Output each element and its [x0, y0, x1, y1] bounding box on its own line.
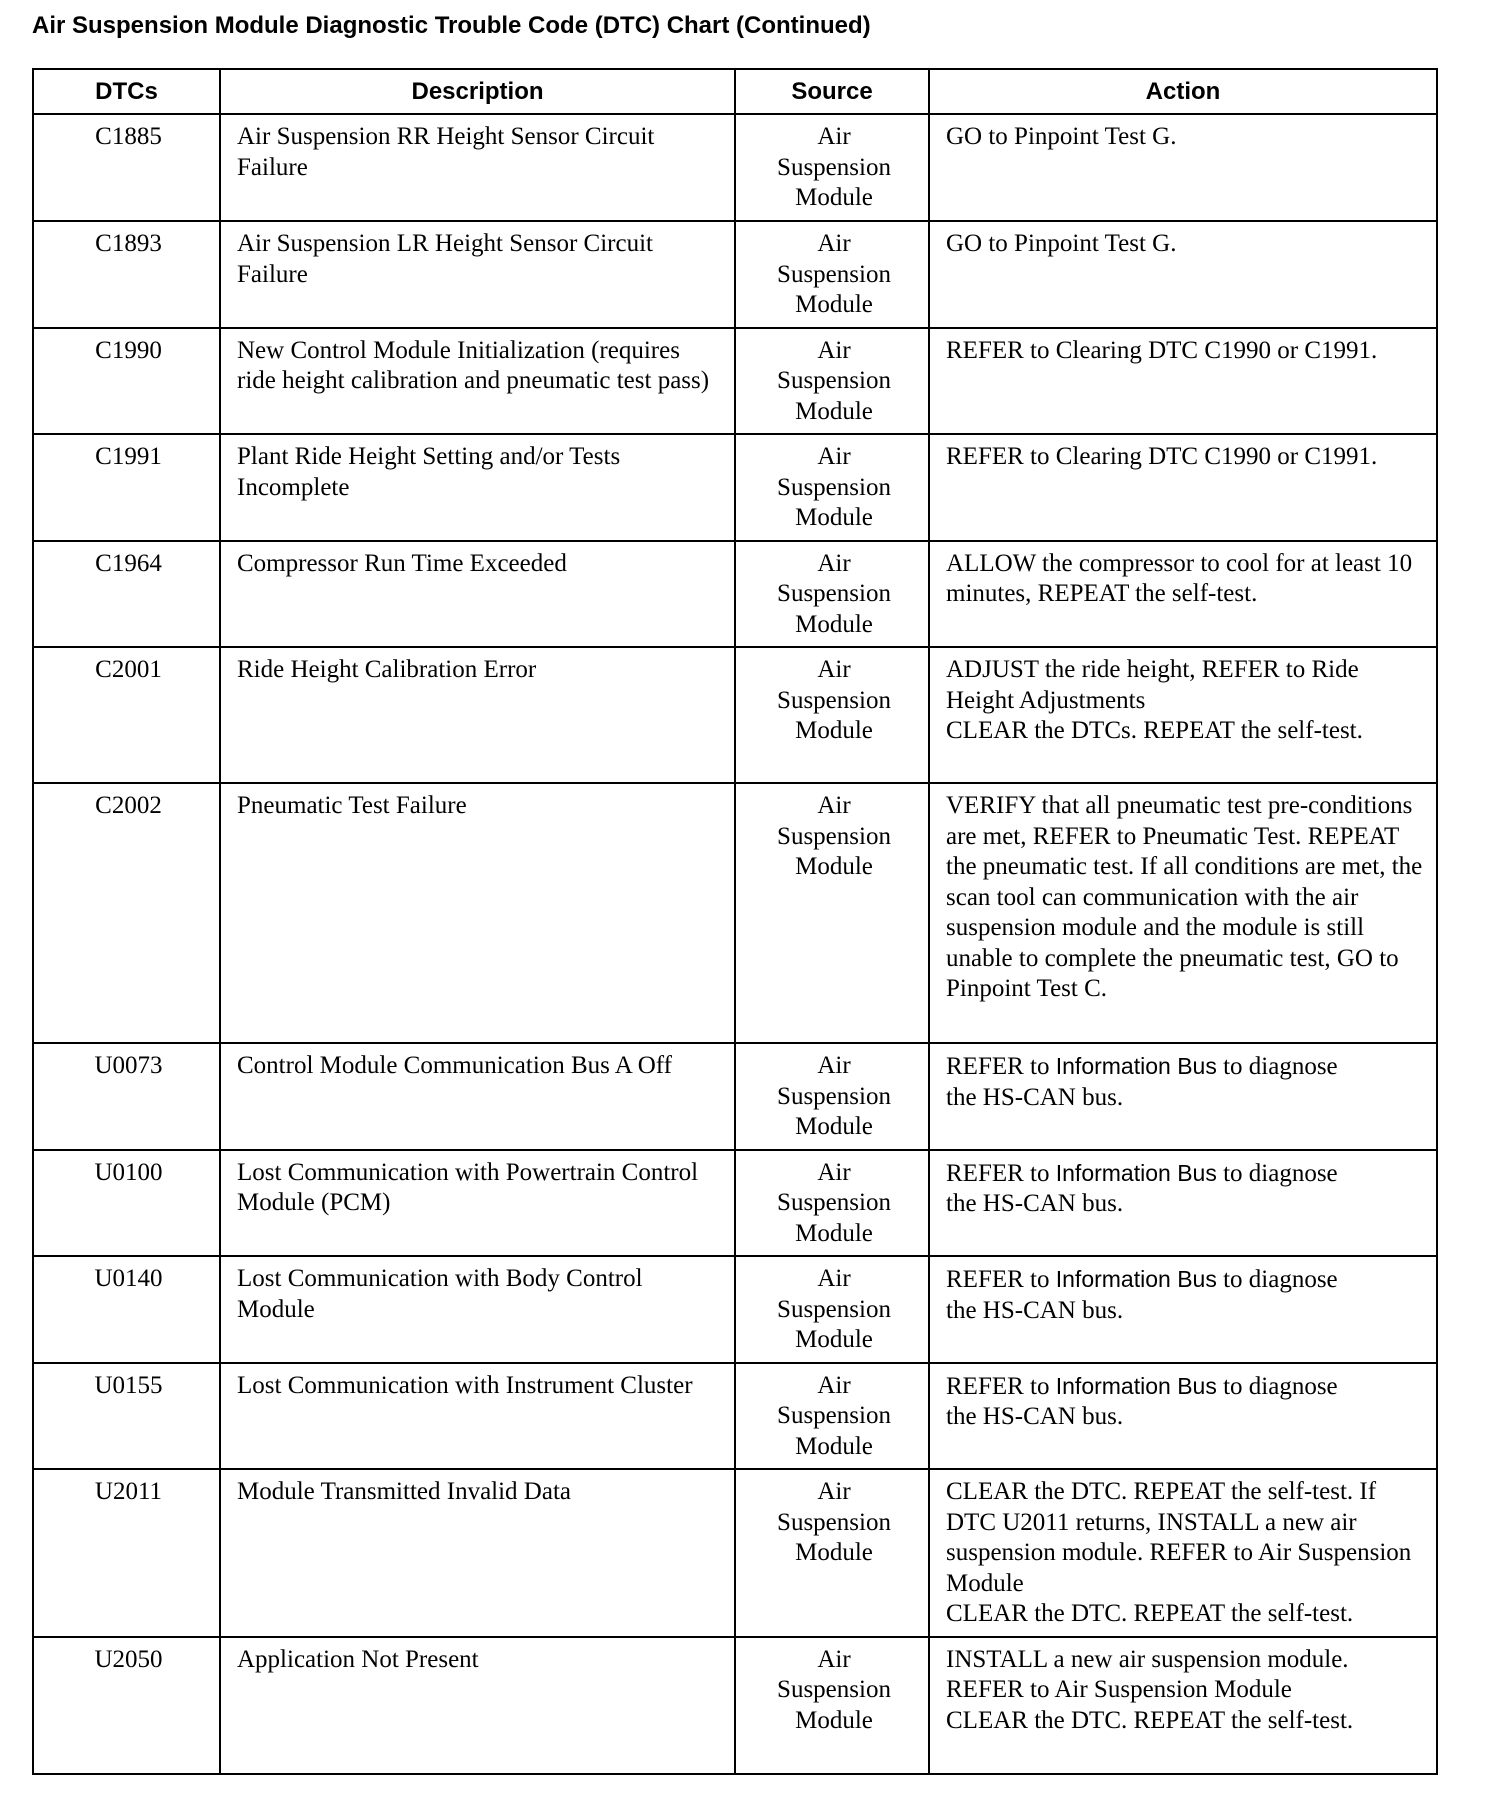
- source-line: Suspension: [777, 1295, 891, 1323]
- dtc-action: [929, 114, 1437, 221]
- action-text: CLEAR the DTC. REPEAT the self-test.: [946, 1600, 1354, 1627]
- dtc-code: C1964: [33, 541, 220, 648]
- source-line: Module: [795, 397, 873, 425]
- dtc-action: [929, 221, 1437, 328]
- action-text: REFER to Clearing DTC C1990 or C1991.: [946, 443, 1378, 470]
- source-line: Module: [795, 291, 873, 318]
- action-text: GO to Pinpoint Test G.: [946, 123, 1177, 150]
- source-line: Air: [817, 1371, 851, 1399]
- dtc-description: Air Suspension RR Height Sensor Circuit Failure: [220, 114, 735, 221]
- table-row: [33, 1637, 1437, 1774]
- source-line: Air: [817, 230, 851, 257]
- dtc-action: [929, 541, 1437, 648]
- source-line: Air: [817, 1478, 851, 1505]
- dtc-description: Application Not Present: [220, 1637, 735, 1774]
- information-bus-link[interactable]: Information Bus: [1055, 1053, 1217, 1079]
- dtc-table: [32, 68, 1438, 1775]
- information-bus-link[interactable]: Information Bus: [1055, 1372, 1217, 1399]
- header-source: Source: [735, 69, 929, 114]
- source-line: Module: [795, 1432, 873, 1460]
- source-line: Suspension: [777, 822, 891, 850]
- information-bus-link[interactable]: Information Bus: [1055, 1266, 1217, 1292]
- source-line: Suspension: [777, 1676, 891, 1703]
- source-line: Module: [795, 1539, 873, 1566]
- dtc-source: [735, 221, 929, 328]
- source-line: Suspension: [777, 1082, 891, 1110]
- dtc-source: [735, 541, 929, 648]
- action-text: REFER to: [946, 1266, 1056, 1293]
- dtc-description: Ride Height Calibration Error: [220, 647, 735, 783]
- table-row: [33, 1363, 1437, 1470]
- source-line: Suspension: [777, 1189, 891, 1216]
- source-line: Suspension: [777, 580, 891, 607]
- dtc-description: Lost Communication with Powertrain Control Module (PCM): [220, 1150, 735, 1257]
- source-line: Module: [795, 504, 873, 531]
- action-text: GO to Pinpoint Test G.: [946, 230, 1177, 257]
- source-line: Suspension: [777, 153, 891, 181]
- dtc-action: [929, 783, 1437, 1043]
- dtc-description: Compressor Run Time Exceeded: [220, 541, 735, 648]
- action-text: to diagnose: [1216, 1053, 1338, 1080]
- source-line: Module: [795, 1113, 873, 1140]
- dtc-code: C1990: [33, 328, 220, 435]
- action-text: REFER to: [946, 1372, 1056, 1400]
- dtc-description: Lost Communication with Body Control Module: [220, 1256, 735, 1363]
- action-text: ALLOW the compressor to cool for at least 10 minutes, REPEAT the self-test.: [946, 549, 1413, 607]
- dtc-code: C1893: [33, 221, 220, 328]
- source-line: Air: [817, 1158, 851, 1186]
- action-text: the HS-CAN bus.: [946, 1083, 1124, 1111]
- dtc-code: U0073: [33, 1043, 220, 1150]
- dtc-source: [735, 1469, 929, 1637]
- action-text: VERIFY that all pneumatic test pre-conditions are met, REFER to Pneumatic Test. REPEAT: [946, 792, 1413, 850]
- source-line: Suspension: [777, 260, 891, 288]
- action-text: REFER to: [946, 1159, 1056, 1187]
- source-line: Module: [795, 1326, 873, 1353]
- action-text: REFER to: [946, 1053, 1056, 1080]
- source-line: Module: [795, 1219, 873, 1247]
- dtc-source: [735, 434, 929, 541]
- action-text: the pneumatic test. If all conditions are met, the scan tool can communication with the air suspension module and the module is still unable to complete the pneumatic test, GO to Pinpoint Test C.: [946, 853, 1423, 1002]
- dtc-description: Lost Communication with Instrument Cluster: [220, 1363, 735, 1470]
- dtc-code: U2050: [33, 1637, 220, 1774]
- dtc-action: [929, 1043, 1437, 1150]
- header-action: Action: [929, 69, 1437, 114]
- source-line: Suspension: [777, 367, 891, 394]
- dtc-description: New Control Module Initialization (requires ride height calibration and pneumatic test pass): [220, 328, 735, 435]
- dtc-action: [929, 1256, 1437, 1363]
- action-text: INSTALL a new air suspension module. REFER to Air Suspension Module: [946, 1645, 1349, 1703]
- table-row: [33, 1469, 1437, 1637]
- source-line: Air: [817, 443, 851, 470]
- dtc-source: [735, 1637, 929, 1774]
- dtc-code: U0140: [33, 1256, 220, 1363]
- dtc-description: Module Transmitted Invalid Data: [220, 1469, 735, 1637]
- dtc-description: Plant Ride Height Setting and/or Tests Incomplete: [220, 434, 735, 541]
- dtc-code: C2002: [33, 783, 220, 1043]
- dtc-code: U0155: [33, 1363, 220, 1470]
- dtc-action: [929, 434, 1437, 541]
- dtc-source: [735, 647, 929, 783]
- dtc-description: Air Suspension LR Height Sensor Circuit Failure: [220, 221, 735, 328]
- header-row: [33, 69, 1437, 114]
- action-text: CLEAR the DTC. REPEAT the self-test.: [946, 1706, 1354, 1734]
- action-text: the HS-CAN bus.: [946, 1296, 1124, 1324]
- source-line: Suspension: [777, 473, 891, 501]
- source-line: Air: [817, 123, 851, 150]
- source-line: Suspension: [777, 1402, 891, 1429]
- dtc-code: C1991: [33, 434, 220, 541]
- dtc-source: [735, 328, 929, 435]
- table-row: [33, 328, 1437, 435]
- source-line: Air: [817, 792, 851, 819]
- action-text: to diagnose: [1216, 1159, 1338, 1187]
- action-text: REFER to Clearing DTC C1990 or C1991.: [946, 336, 1378, 364]
- source-line: Air: [817, 1265, 851, 1292]
- table-row: [33, 541, 1437, 648]
- dtc-action: [929, 1469, 1437, 1637]
- dtc-source: [735, 1150, 929, 1257]
- table-row: [33, 114, 1437, 221]
- source-line: Module: [795, 610, 873, 638]
- dtc-source: [735, 1256, 929, 1363]
- action-text: to diagnose: [1216, 1266, 1338, 1293]
- table-row: [33, 1256, 1437, 1363]
- source-line: Suspension: [777, 686, 891, 714]
- action-text: CLEAR the DTC. REPEAT the self-test. If DTC U2011 returns, INSTALL a new air suspension module. REFER to Air Suspension Module: [946, 1478, 1412, 1597]
- dtc-action: [929, 1637, 1437, 1774]
- dtc-code: U0100: [33, 1150, 220, 1257]
- dtc-source: [735, 1363, 929, 1470]
- action-text: ADJUST the ride height, REFER to Ride Height Adjustments: [946, 656, 1359, 714]
- source-line: Suspension: [777, 1508, 891, 1536]
- dtc-source: [735, 114, 929, 221]
- table-row: [33, 1043, 1437, 1150]
- header-dtcs: DTCs: [33, 69, 220, 114]
- page-title: Air Suspension Module Diagnostic Trouble Code (DTC) Chart (Continued): [32, 12, 871, 39]
- dtc-code: C2001: [33, 647, 220, 783]
- dtc-source: [735, 1043, 929, 1150]
- source-line: Air: [817, 1645, 851, 1673]
- action-text: CLEAR the DTCs. REPEAT the self-test.: [946, 717, 1363, 744]
- information-bus-link[interactable]: Information Bus: [1055, 1159, 1217, 1186]
- source-line: Air: [817, 336, 851, 364]
- source-line: Module: [795, 717, 873, 744]
- source-line: Air: [817, 1052, 851, 1079]
- dtc-code: U2011: [33, 1469, 220, 1637]
- header-description: Description: [220, 69, 735, 114]
- source-line: Module: [795, 184, 873, 211]
- dtc-source: [735, 783, 929, 1043]
- dtc-action: [929, 1363, 1437, 1470]
- source-line: Air: [817, 656, 851, 683]
- dtc-description: Pneumatic Test Failure: [220, 783, 735, 1043]
- dtc-code: C1885: [33, 114, 220, 221]
- dtc-action: [929, 328, 1437, 435]
- source-line: Module: [795, 853, 873, 880]
- dtc-description: Control Module Communication Bus A Off: [220, 1043, 735, 1150]
- dtc-action: [929, 647, 1437, 783]
- source-line: Air: [817, 549, 851, 577]
- action-text: the HS-CAN bus.: [946, 1190, 1124, 1217]
- dtc-action: [929, 1150, 1437, 1257]
- action-text: the HS-CAN bus.: [946, 1403, 1124, 1430]
- table-row: [33, 783, 1437, 1043]
- table-row: [33, 221, 1437, 328]
- table-row: [33, 647, 1437, 783]
- table-row: [33, 1150, 1437, 1257]
- action-text: to diagnose: [1216, 1372, 1338, 1400]
- source-line: Module: [795, 1706, 873, 1734]
- table-row: [33, 434, 1437, 541]
